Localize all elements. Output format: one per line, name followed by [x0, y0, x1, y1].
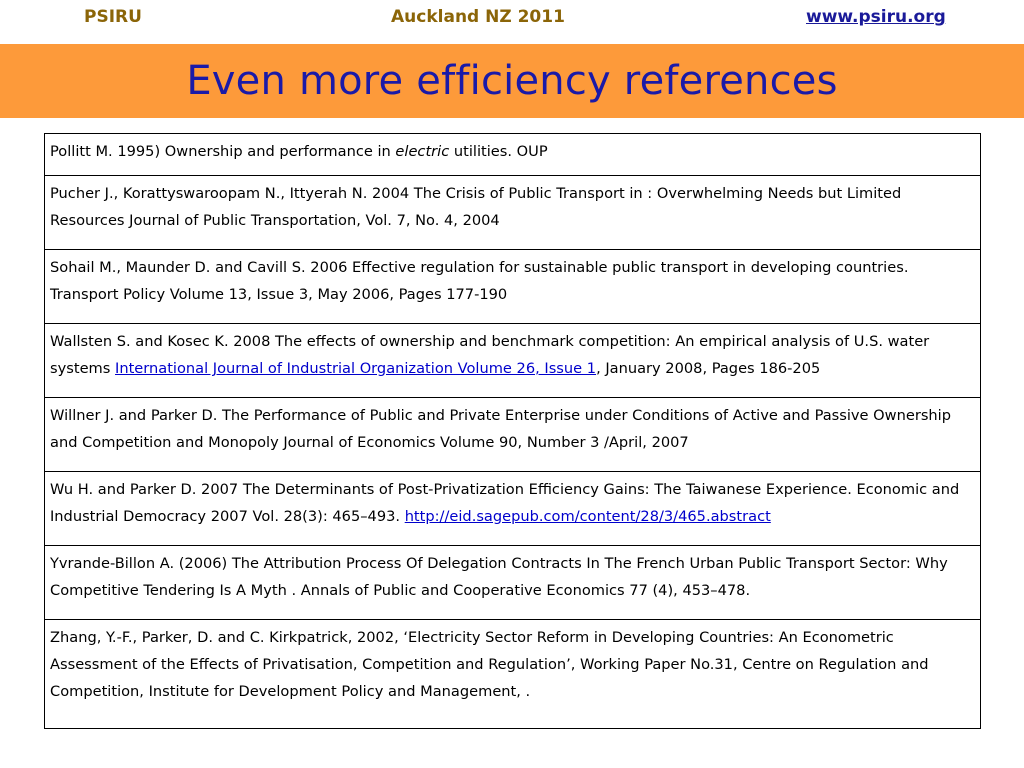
- header-website-link[interactable]: www.psiru.org: [806, 7, 946, 27]
- slide-header-bar: [0, 0, 1024, 44]
- slide-title: Even more efficiency references: [186, 58, 838, 104]
- table-row: [45, 472, 981, 546]
- reference-text: Willner J. and Parker D. The Performance of Public and Private Enterprise under Conditions of Active and Passive Ownership and Competition and Monopoly Journal of Economics Volume 90, Number 3 /April, 2007: [50, 407, 951, 451]
- reference-cell: [45, 176, 981, 250]
- header-org-name: PSIRU: [84, 7, 142, 27]
- reference-text: Sohail M., Maunder D. and Cavill S. 2006 Effective regulation for sustainable public transport in developing countries. Transport Policy Volume 13, Issue 3, May 2006, Pages 177-190: [50, 259, 909, 303]
- abstract-url-link[interactable]: http://eid.sagepub.com/content/28/3/465.abstract: [404, 508, 771, 525]
- reference-cell: [45, 546, 981, 620]
- reference-emphasis: electric: [395, 143, 450, 160]
- reference-text: utilities. OUP: [449, 143, 548, 160]
- title-band: [0, 44, 1024, 118]
- table-row: [45, 620, 981, 729]
- reference-text: Zhang, Y.-F., Parker, D. and C. Kirkpatrick, 2002, ‘Electricity Sector Reform in Developing Countries: An Econometric Assessment of the Effects of Privatisation, Competition and Regulation’, Working Paper No.31, Centre on Regulation and Competition, Institute for Development Policy and Management, .: [50, 629, 929, 700]
- reference-text: Pucher J., Korattyswaroopam N., Ittyerah N. 2004 The Crisis of Public Transport in : Overwhelming Needs but Limited Resources Journal of Public Transportation, Vol. 7, No. 4, 2004: [50, 185, 902, 229]
- table-row: [45, 134, 981, 176]
- journal-link[interactable]: International Journal of Industrial Organization Volume 26, Issue 1: [115, 360, 597, 377]
- table-row: [45, 250, 981, 324]
- reference-text: Wallsten S. and Kosec K. 2008 The effects of ownership and benchmark competition: An empirical analysis of U.S. water systems: [50, 333, 930, 377]
- reference-cell: [45, 324, 981, 398]
- header-event: Auckland NZ 2011: [391, 7, 565, 27]
- table-row: [45, 546, 981, 620]
- reference-cell: [45, 250, 981, 324]
- table-row: [45, 176, 981, 250]
- references-table: [44, 133, 981, 729]
- reference-cell: [45, 472, 981, 546]
- reference-cell: [45, 134, 981, 176]
- reference-cell: [45, 620, 981, 729]
- reference-cell: [45, 398, 981, 472]
- reference-text: Pollitt M. 1995) Ownership and performance in: [50, 143, 396, 160]
- reference-text: Yvrande-Billon A. (2006) The Attribution Process Of Delegation Contracts In The French Urban Public Transport Sector: Why Competitive Tendering Is A Myth . Annals of Public and Cooperative Economics 77 (4), 453–478.: [50, 555, 948, 599]
- table-row: [45, 324, 981, 398]
- reference-text: Wu H. and Parker D. 2007 The Determinants of Post-Privatization Efficiency Gains: The Taiwanese Experience. Economic and Industrial Democracy 2007 Vol. 28(3): 465–493.: [50, 481, 960, 525]
- table-row: [45, 398, 981, 472]
- reference-text: , January 2008, Pages 186-205: [596, 360, 821, 377]
